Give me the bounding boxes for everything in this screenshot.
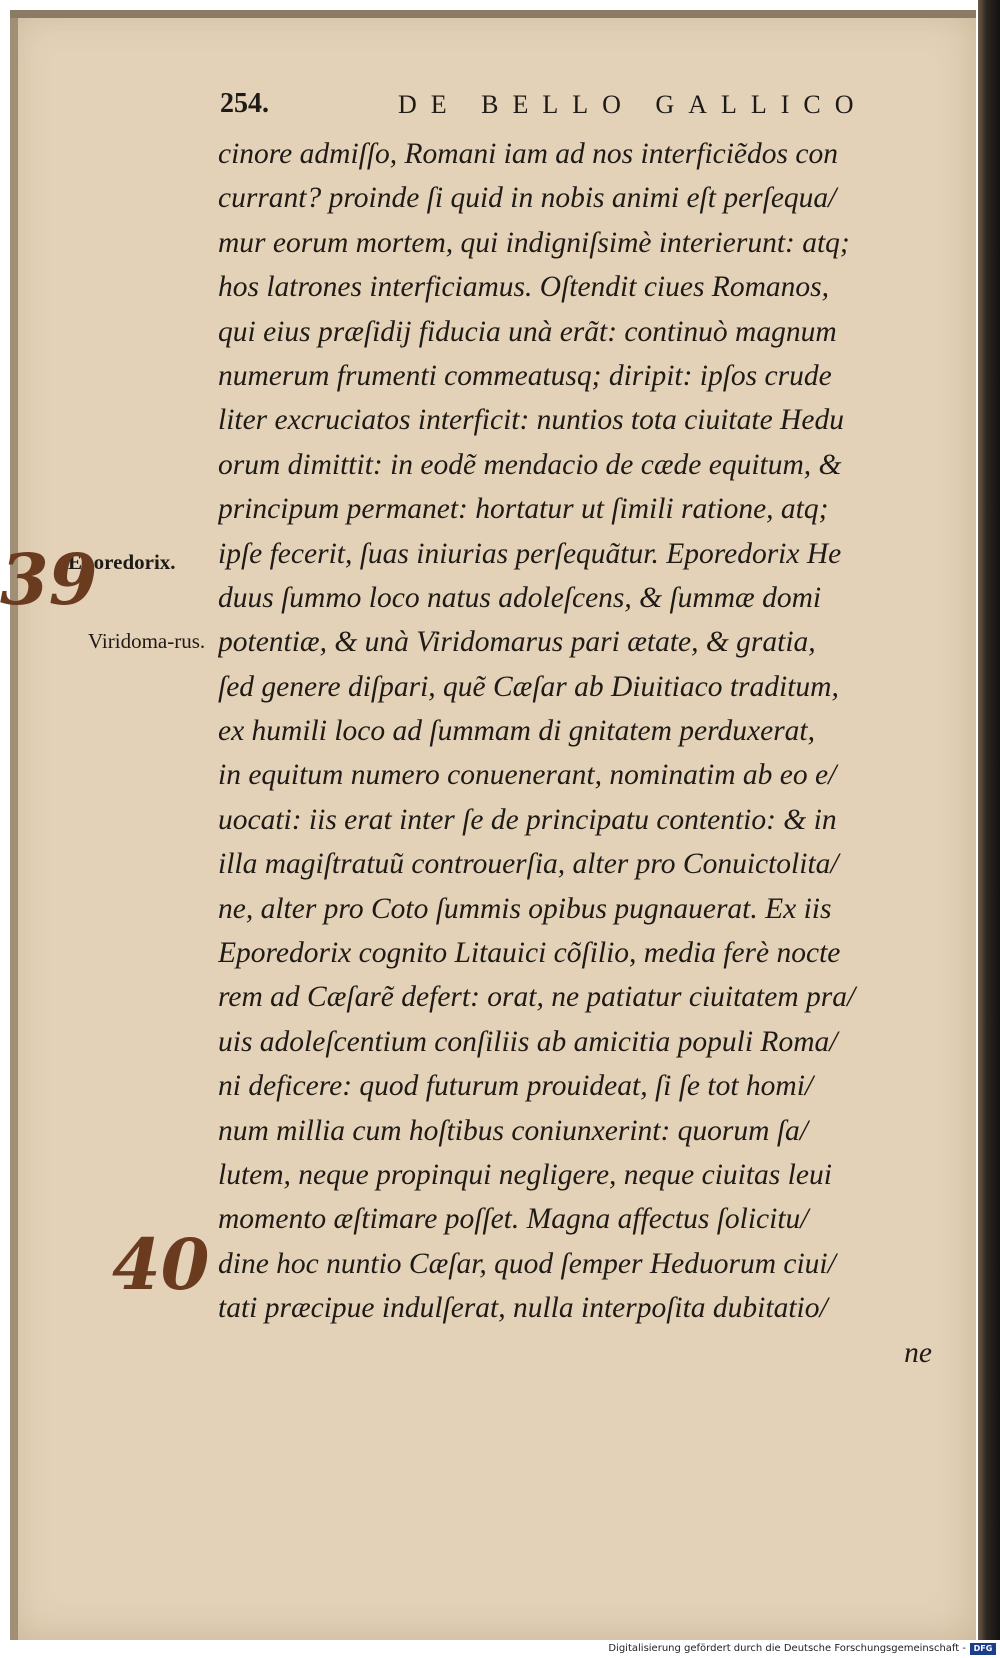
text-line: ex humili loco ad ſummam di gnitatem perduxerat,: [218, 715, 816, 748]
text-line: lutem, neque propinqui negligere, neque ciuitas leui: [218, 1158, 832, 1191]
book-spine: [978, 0, 1000, 1640]
text-line: mur eorum mortem, qui indigniſsimè interierunt: atq;: [218, 226, 850, 259]
text-line: principum permanet: hortatur ut ſimili ratione, atq;: [218, 493, 829, 526]
text-line: uis adoleſcentium conſiliis ab amicitia populi Roma/: [218, 1025, 838, 1058]
running-head: [220, 88, 920, 128]
handwritten-chapter-number: 40: [112, 1223, 210, 1306]
margin-note-viridomarus: Viridoma-rus.: [88, 629, 206, 653]
handwritten-chapter-number: 39: [0, 538, 98, 621]
funding-credit: Digitalisierung gefördert durch die Deutsche Forschungsgemeinschaft -: [608, 1643, 966, 1654]
text-line: tati præcipue indulſerat, nulla interpoſita dubitatio/: [218, 1292, 828, 1325]
text-line: hos latrones interficiamus. Oſtendit ciues Romanos,: [218, 271, 829, 304]
text-line: num millia cum hoſtibus coniunxerint: quorum ſa/: [218, 1114, 808, 1147]
text-line: cinore admiſſo, Romani iam ad nos interficiẽdos con: [218, 138, 838, 170]
text-line: qui eius præſidij fiducia unà erãt: continuò magnum: [218, 315, 837, 348]
page-top-edge: [10, 10, 976, 18]
text-line: Eporedorix cognito Litauici cõſilio, media ferè nocte: [218, 937, 841, 970]
dfg-logo: DFG: [970, 1643, 996, 1655]
text-line: illa magiſtratuũ controuerſia, alter pro Conuictolita/: [218, 848, 839, 881]
text-line: ni deficere: quod futurum prouideat, ſi ſe tot homi/: [218, 1070, 814, 1103]
text-line: ipſe fecerit, ſuas iniurias perſequãtur. Eporedorix He: [218, 537, 842, 570]
page-number: 254.: [220, 88, 269, 119]
margin-note-eporedorix: Eporedorix.: [68, 550, 176, 574]
text-line: liter excruciatos interficit: nuntios tota ciuitate Hedu: [218, 404, 844, 437]
text-line: dine hoc nuntio Cæſar, quod ſemper Heduorum ciui/: [218, 1247, 836, 1280]
catchword: ne: [904, 1336, 932, 1369]
text-line: currant? proinde ſi quid in nobis animi eſt perſequa/: [218, 182, 837, 215]
text-line: uocati: iis erat inter ſe de principatu contentio: & in: [218, 803, 837, 836]
text-line: duus ſummo loco natus adoleſcens, & ſummæ domi: [218, 581, 822, 614]
text-line: numerum frumenti commeatusq; diripit: ipſos crude: [218, 359, 832, 392]
running-title: DE BELLO GALLICO: [398, 90, 868, 119]
text-line: ne, alter pro Coto ſummis opibus pugnauerat. Ex iis: [218, 892, 832, 925]
text-line: in equitum numero conuenerant, nominatim ab eo e/: [218, 759, 837, 792]
text-line: ſed genere diſpari, quẽ Cæſar ab Diuitiaco traditum,: [218, 670, 839, 703]
page-left-edge: [10, 10, 18, 1640]
text-line: orum dimittit: in eodẽ mendacio de cæde equitum, &: [218, 448, 842, 481]
body-text: [218, 132, 940, 1375]
text-line: momento æſtimare poſſet. Magna affectus ſolicitu/: [218, 1203, 809, 1236]
text-line: rem ad Cæſarẽ defert: orat, ne patiatur ciuitatem pra/: [218, 981, 856, 1014]
text-line: potentiæ, & unà Viridomarus pari ætate, & gratia,: [218, 626, 816, 659]
